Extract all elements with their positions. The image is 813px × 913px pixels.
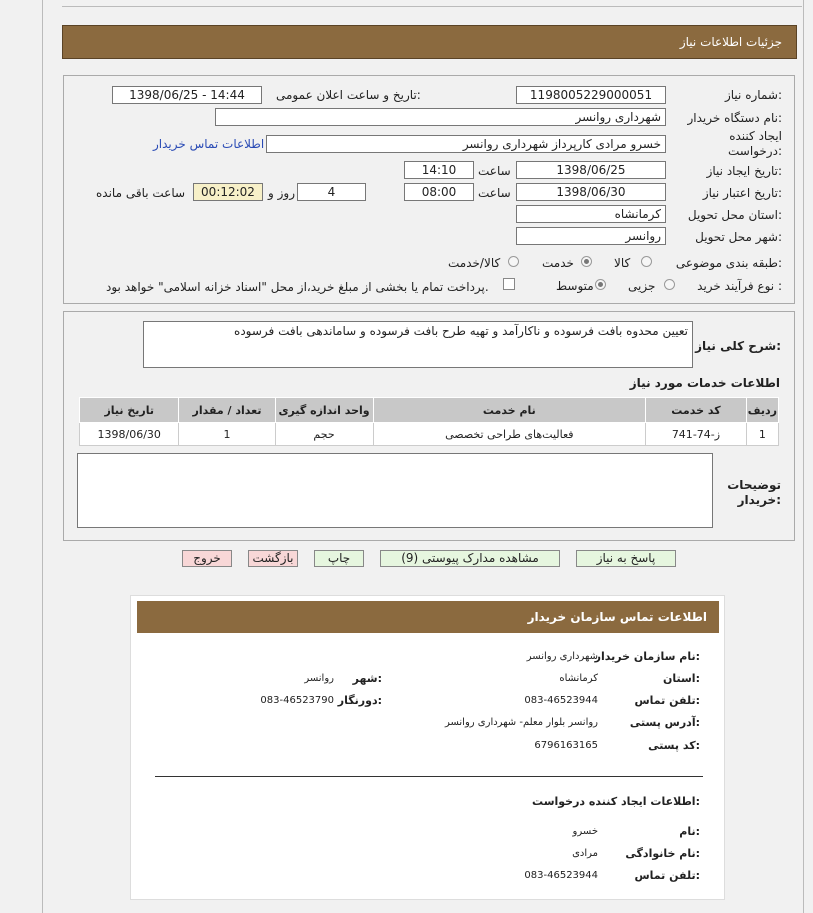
need-number-field: 1198005229000051 [516,86,666,104]
card-fax-value: 083-46523790 [260,695,334,706]
creator-phone-value: 083-46523944 [524,870,598,881]
province-field: کرمانشاه [516,205,666,223]
announce-label: تاریخ و ساعت اعلان عمومی: [276,88,421,102]
cell-qty: 1 [179,423,275,446]
card-divider [155,776,703,777]
card-address-value: روانسر بلوار معلم- شهرداری روانسر [444,717,598,728]
card-fax-label: دورنگار: [337,694,382,707]
treasury-note: پرداخت تمام یا بخشی از مبلغ خرید،از محل "اسناد خزانه اسلامی" خواهد بود. [106,280,489,294]
reply-button[interactable]: پاسخ به نیاز [576,550,676,567]
col-name: نام خدمت [373,398,646,423]
created-time-field: 14:10 [404,161,474,179]
purchase-radio-medium[interactable] [595,279,606,290]
description-label: شرح کلی نیاز: [695,339,781,353]
card-phone-label: تلفن تماس: [634,694,700,707]
remaining-label: ساعت باقی مانده [96,186,186,200]
exit-button[interactable]: خروج [182,550,232,567]
contact-card-title: اطلاعات تماس سازمان خریدار [527,610,707,624]
creator-name-value: خسرو [572,826,598,837]
cell-code: ز-74-741 [646,423,747,446]
treasury-checkbox[interactable] [503,278,515,290]
org-label: نام سازمان خریدار: [594,650,700,663]
card-city-label: شهر: [352,672,382,685]
card-postal-value: 6796163165 [534,740,598,751]
province-label: استان محل تحویل: [687,208,782,222]
category-option-service: خدمت [542,256,574,270]
top-divider [62,6,802,7]
category-radio-service[interactable] [581,256,592,267]
valid-date-field: 1398/06/30 [516,183,666,201]
col-qty: تعداد / مقدار [179,398,275,423]
card-province-label: استان: [662,672,700,685]
buyer-org-field: شهرداری روانسر [215,108,666,126]
creator-label: ایجاد کننده درخواست: [728,129,782,158]
need-number-label: شماره نیاز: [724,88,782,102]
remaining-timer: 00:12:02 [193,183,263,201]
cell-name: فعالیت‌های طراحی تخصصی [373,423,646,446]
col-unit: واحد اندازه گیری [275,398,373,423]
category-option-goods: کالا [614,256,631,270]
created-date-field: 1398/06/25 [516,161,666,179]
creator-phone-label: تلفن تماس: [634,869,700,882]
category-radio-goods[interactable] [641,256,652,267]
created-time-label: ساعت [478,164,511,178]
days-label: روز و [268,186,295,200]
services-header-row [80,398,779,423]
col-code: کد خدمت [646,398,747,423]
buyer-org-label: نام دستگاه خریدار: [687,111,782,125]
cell-unit: حجم [275,423,373,446]
description-text: تعیین محدوه بافت فرسوده و ناکارآمد و تهیه طرح بافت فرسوده و ساماندهی بافت فرسوده [143,321,693,368]
page-header [62,25,797,59]
card-city-value: روانسر [304,673,334,684]
buyer-contact-link[interactable]: اطلاعات تماس خریدار [153,137,265,151]
page-title: جزئیات اطلاعات نیاز [679,35,782,49]
announce-field: 1398/06/25 - 14:44 [112,86,262,104]
services-table [79,397,779,446]
category-radio-goods-service[interactable] [508,256,519,267]
purchase-radio-minor[interactable] [664,279,675,290]
creator-section-title: اطلاعات ایجاد کننده درخواست: [532,795,700,808]
card-postal-label: کد پستی: [648,739,700,752]
city-field: روانسر [516,227,666,245]
category-label: طبقه بندی موضوعی: [675,256,782,270]
created-date-label: تاریخ ایجاد نیاز: [706,164,782,178]
cell-date: 1398/06/30 [80,423,179,446]
purchase-option-medium: متوسط [556,279,594,293]
days-field: 4 [297,183,366,201]
purchase-type-label: نوع فرآیند خرید : [697,279,782,293]
creator-field: خسرو مرادی کارپرداز شهرداری روانسر [266,135,666,153]
card-phone-value: 083-46523944 [524,695,598,706]
buyer-notes-label: توضیحات خریدار: [727,478,781,507]
card-province-value: کرمانشاه [559,673,598,684]
attachments-button[interactable]: مشاهده مدارک پیوستی (9) [380,550,560,567]
back-button[interactable]: بازگشت [248,550,298,567]
org-value: شهرداری روانسر [526,651,598,662]
category-option-goods-service: کالا/خدمت [448,256,501,270]
col-date: تاریخ نیاز [80,398,179,423]
table-row [80,423,779,446]
card-address-label: آدرس پستی: [629,716,700,729]
valid-time-field: 08:00 [404,183,474,201]
contact-card [130,595,725,900]
creator-name-label: نام: [679,825,700,838]
creator-family-value: مرادی [572,848,598,859]
valid-date-label: تاریخ اعتبار نیاز: [702,186,782,200]
cell-row: 1 [746,423,778,446]
purchase-option-minor: جزیی [628,279,656,293]
buyer-notes-field [77,453,713,528]
creator-family-label: نام خانوادگی: [625,847,700,860]
print-button[interactable]: چاپ [314,550,364,567]
col-row: ردیف [746,398,778,423]
valid-time-label: ساعت [478,186,511,200]
contact-card-header [137,601,719,633]
services-title: اطلاعات خدمات مورد نیاز [629,376,780,390]
city-label: شهر محل تحویل: [695,230,782,244]
